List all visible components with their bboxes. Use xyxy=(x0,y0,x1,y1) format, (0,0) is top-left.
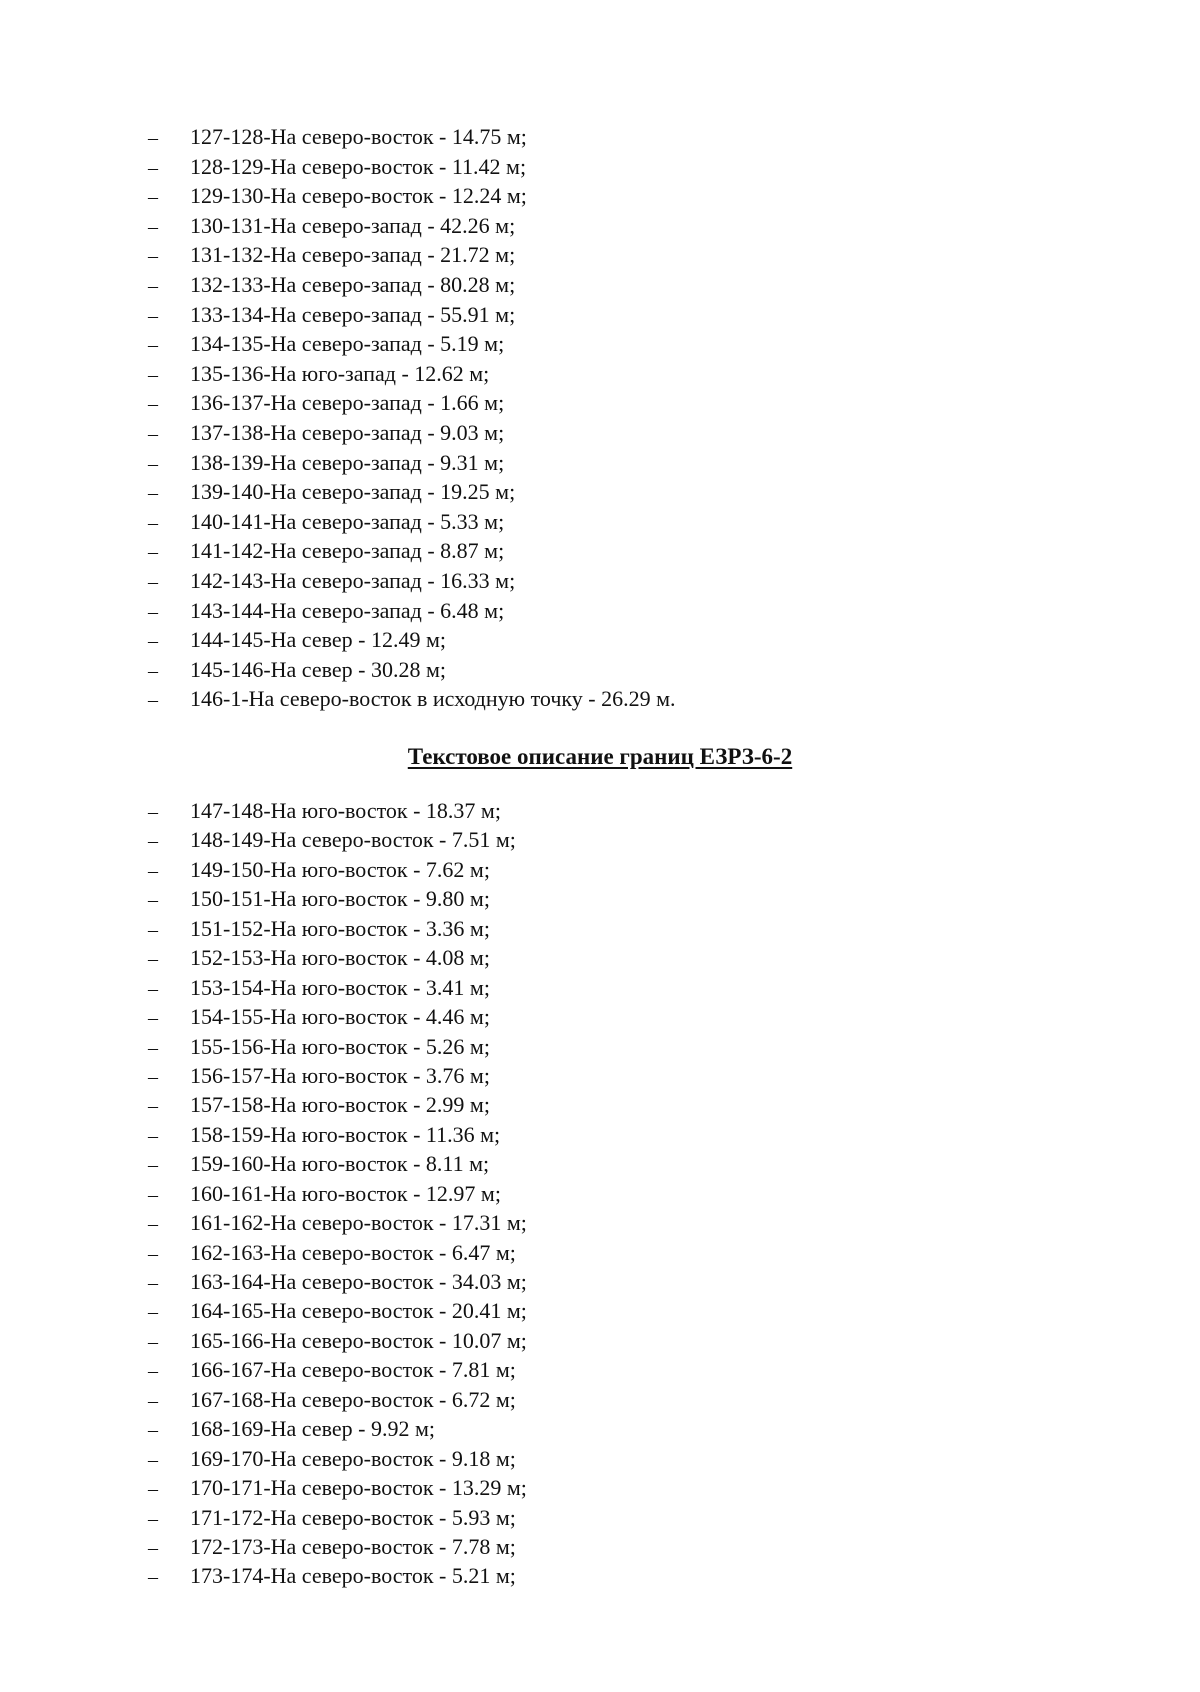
list-item xyxy=(148,884,527,913)
list-item-text: 130-131-На северо-запад - 42.26 м; xyxy=(190,212,516,238)
bullet-dash: – xyxy=(148,570,158,593)
bullet-dash: – xyxy=(148,1389,158,1412)
list-item-text: 132-133-На северо-запад - 80.28 м; xyxy=(190,271,516,297)
list-item xyxy=(148,507,676,537)
list-item-text: 161-162-На северо-восток - 17.31 м; xyxy=(190,1210,527,1236)
list-item-text: 160-161-На юго-восток - 12.97 м; xyxy=(190,1180,501,1206)
list-item-text: 131-132-На северо-запад - 21.72 м; xyxy=(190,242,516,268)
list-item-text: 143-144-На северо-запад - 6.48 м; xyxy=(190,597,505,623)
list-item-text: 136-137-На северо-запад - 1.66 м; xyxy=(190,390,505,416)
list-item-text: 137-138-На северо-запад - 9.03 м; xyxy=(190,419,505,445)
bullet-dash: – xyxy=(148,1536,158,1559)
list-item xyxy=(148,1120,527,1149)
bullet-dash: – xyxy=(148,918,158,941)
list-item-text: 148-149-На северо-восток - 7.51 м; xyxy=(190,827,516,853)
bullet-dash: – xyxy=(148,689,158,712)
bullet-dash: – xyxy=(148,304,158,327)
bullet-dash: – xyxy=(148,482,158,505)
bullet-dash: – xyxy=(148,274,158,297)
list-item xyxy=(148,1414,527,1443)
list-item-text: 144-145-На север - 12.49 м; xyxy=(190,627,446,653)
list-item xyxy=(148,1532,527,1561)
list-item-text: 165-166-На северо-восток - 10.07 м; xyxy=(190,1327,527,1353)
list-item xyxy=(148,388,676,418)
list-item xyxy=(148,973,527,1002)
list-item xyxy=(148,1473,527,1502)
list-item xyxy=(148,1296,527,1325)
list-item xyxy=(148,1208,527,1237)
list-item xyxy=(148,566,676,596)
list-item xyxy=(148,1032,527,1061)
list-item xyxy=(148,1385,527,1414)
list-item-text: 171-172-На северо-восток - 5.93 м; xyxy=(190,1504,516,1530)
bullet-dash: – xyxy=(148,186,158,209)
list-item xyxy=(148,825,527,854)
list-item xyxy=(148,152,676,182)
list-item xyxy=(148,1561,527,1590)
list-item-text: 135-136-На юго-запад - 12.62 м; xyxy=(190,360,490,386)
list-item xyxy=(148,329,676,359)
list-item xyxy=(148,655,676,685)
list-item-text: 134-135-На северо-запад - 5.19 м; xyxy=(190,331,505,357)
list-item xyxy=(148,1238,527,1267)
bullet-dash: – xyxy=(148,334,158,357)
list-item-text: 169-170-На северо-восток - 9.18 м; xyxy=(190,1445,516,1471)
bullet-dash: – xyxy=(148,511,158,534)
bullet-dash: – xyxy=(148,1065,158,1088)
list-item xyxy=(148,211,676,241)
list-item-text: 156-157-На юго-восток - 3.76 м; xyxy=(190,1062,490,1088)
list-item-text: 142-143-На северо-запад - 16.33 м; xyxy=(190,567,516,593)
bullet-dash: – xyxy=(148,393,158,416)
list-item xyxy=(148,1179,527,1208)
list-item xyxy=(148,855,527,884)
list-item-text: 153-154-На юго-восток - 3.41 м; xyxy=(190,974,490,1000)
list-item-text: 173-174-На северо-восток - 5.21 м; xyxy=(190,1563,516,1589)
list-item-text: 164-165-На северо-восток - 20.41 м; xyxy=(190,1298,527,1324)
list-item xyxy=(148,1061,527,1090)
bullet-dash: – xyxy=(148,630,158,653)
list-item-text: 158-159-На юго-восток - 11.36 м; xyxy=(190,1121,501,1147)
bullet-dash: – xyxy=(148,1330,158,1353)
bullet-dash: – xyxy=(148,830,158,853)
bullet-dash: – xyxy=(148,1448,158,1471)
list-item-text: 150-151-На юго-восток - 9.80 м; xyxy=(190,886,490,912)
bullet-dash: – xyxy=(148,659,158,682)
list-item xyxy=(148,1002,527,1031)
list-item-text: 152-153-На юго-восток - 4.08 м; xyxy=(190,945,490,971)
list-item xyxy=(148,625,676,655)
list-item-text: 157-158-На юго-восток - 2.99 м; xyxy=(190,1092,490,1118)
list-item-text: 163-164-На северо-восток - 34.03 м; xyxy=(190,1269,527,1294)
list-item xyxy=(148,796,527,825)
bullet-dash: – xyxy=(148,1360,158,1383)
list-item-text: 151-152-На юго-восток - 3.36 м; xyxy=(190,915,490,941)
list-item-text: 141-142-На северо-запад - 8.87 м; xyxy=(190,538,505,564)
list-item xyxy=(148,1149,527,1178)
list-item xyxy=(148,536,676,566)
bullet-dash: – xyxy=(148,1272,158,1294)
list-item xyxy=(148,943,527,972)
list-item-text: 159-160-На юго-восток - 8.11 м; xyxy=(190,1151,490,1177)
bullet-dash: – xyxy=(148,1007,158,1030)
list-item-text: 166-167-На северо-восток - 7.81 м; xyxy=(190,1357,516,1383)
list-item-text: 145-146-На север - 30.28 м; xyxy=(190,656,446,682)
list-item xyxy=(148,448,676,478)
bullet-dash: – xyxy=(148,422,158,445)
list-item-text: 147-148-На юго-восток - 18.37 м; xyxy=(190,798,501,823)
list-item xyxy=(148,270,676,300)
list-item xyxy=(148,1267,527,1296)
bullet-dash: – xyxy=(148,1419,158,1442)
list-item xyxy=(148,1444,527,1473)
list-item xyxy=(148,1355,527,1384)
bullet-dash: – xyxy=(148,1478,158,1501)
bullet-dash: – xyxy=(148,127,158,149)
list-item-text: 170-171-На северо-восток - 13.29 м; xyxy=(190,1475,527,1501)
list-item xyxy=(148,477,676,507)
bullet-dash: – xyxy=(148,215,158,238)
list-item xyxy=(148,300,676,330)
bullet-dash: – xyxy=(148,948,158,971)
bullet-dash: – xyxy=(148,245,158,268)
list-item xyxy=(148,122,676,152)
list-item-text: 127-128-На северо-восток - 14.75 м; xyxy=(190,124,527,149)
bullet-dash: – xyxy=(148,1095,158,1118)
bullet-dash: – xyxy=(148,1183,158,1206)
bullet-dash: – xyxy=(148,452,158,475)
list-item xyxy=(148,1326,527,1355)
bullet-dash: – xyxy=(148,1213,158,1236)
bullet-dash: – xyxy=(148,1566,158,1589)
list-item-text: 129-130-На северо-восток - 12.24 м; xyxy=(190,183,527,209)
list-item-text: 140-141-На северо-запад - 5.33 м; xyxy=(190,508,505,534)
list-item-text: 162-163-На северо-восток - 6.47 м; xyxy=(190,1239,516,1265)
bullet-dash: – xyxy=(148,1507,158,1530)
list-item xyxy=(148,240,676,270)
list-item-text: 155-156-На юго-восток - 5.26 м; xyxy=(190,1033,490,1059)
bullet-dash: – xyxy=(148,801,158,823)
list-item-text: 139-140-На северо-запад - 19.25 м; xyxy=(190,479,516,505)
list-item xyxy=(148,684,676,714)
bullet-dash: – xyxy=(148,156,158,179)
bullet-dash: – xyxy=(148,1154,158,1177)
list-item-text: 133-134-На северо-запад - 55.91 м; xyxy=(190,301,516,327)
list-item-text: 167-168-На северо-восток - 6.72 м; xyxy=(190,1386,516,1412)
boundary-list-1 xyxy=(148,122,676,714)
bullet-dash: – xyxy=(148,1036,158,1059)
list-item xyxy=(148,181,676,211)
bullet-dash: – xyxy=(148,859,158,882)
bullet-dash: – xyxy=(148,1242,158,1265)
list-item-text: 138-139-На северо-запад - 9.31 м; xyxy=(190,449,505,475)
bullet-dash: – xyxy=(148,889,158,912)
bullet-dash: – xyxy=(148,541,158,564)
list-item xyxy=(148,359,676,389)
list-item xyxy=(148,1090,527,1119)
bullet-dash: – xyxy=(148,1124,158,1147)
list-item-text: 154-155-На юго-восток - 4.46 м; xyxy=(190,1004,490,1030)
bullet-dash: – xyxy=(148,1301,158,1324)
list-item-text: 146-1-На северо-восток в исходную точку - 26.29 м. xyxy=(190,686,676,712)
bullet-dash: – xyxy=(148,363,158,386)
list-item-text: 149-150-На юго-восток - 7.62 м; xyxy=(190,856,490,882)
bullet-dash: – xyxy=(148,600,158,623)
list-item-text: 168-169-На север - 9.92 м; xyxy=(190,1416,435,1442)
list-item-text: 172-173-На северо-восток - 7.78 м; xyxy=(190,1533,516,1559)
list-item xyxy=(148,914,527,943)
boundary-list-2 xyxy=(148,796,527,1591)
list-item xyxy=(148,1503,527,1532)
list-item xyxy=(148,418,676,448)
section-heading: Текстовое описание границ ЕЗРЗ-6-2 xyxy=(407,744,793,769)
list-item-text: 128-129-На северо-восток - 11.42 м; xyxy=(190,153,527,179)
list-item xyxy=(148,596,676,626)
bullet-dash: – xyxy=(148,977,158,1000)
